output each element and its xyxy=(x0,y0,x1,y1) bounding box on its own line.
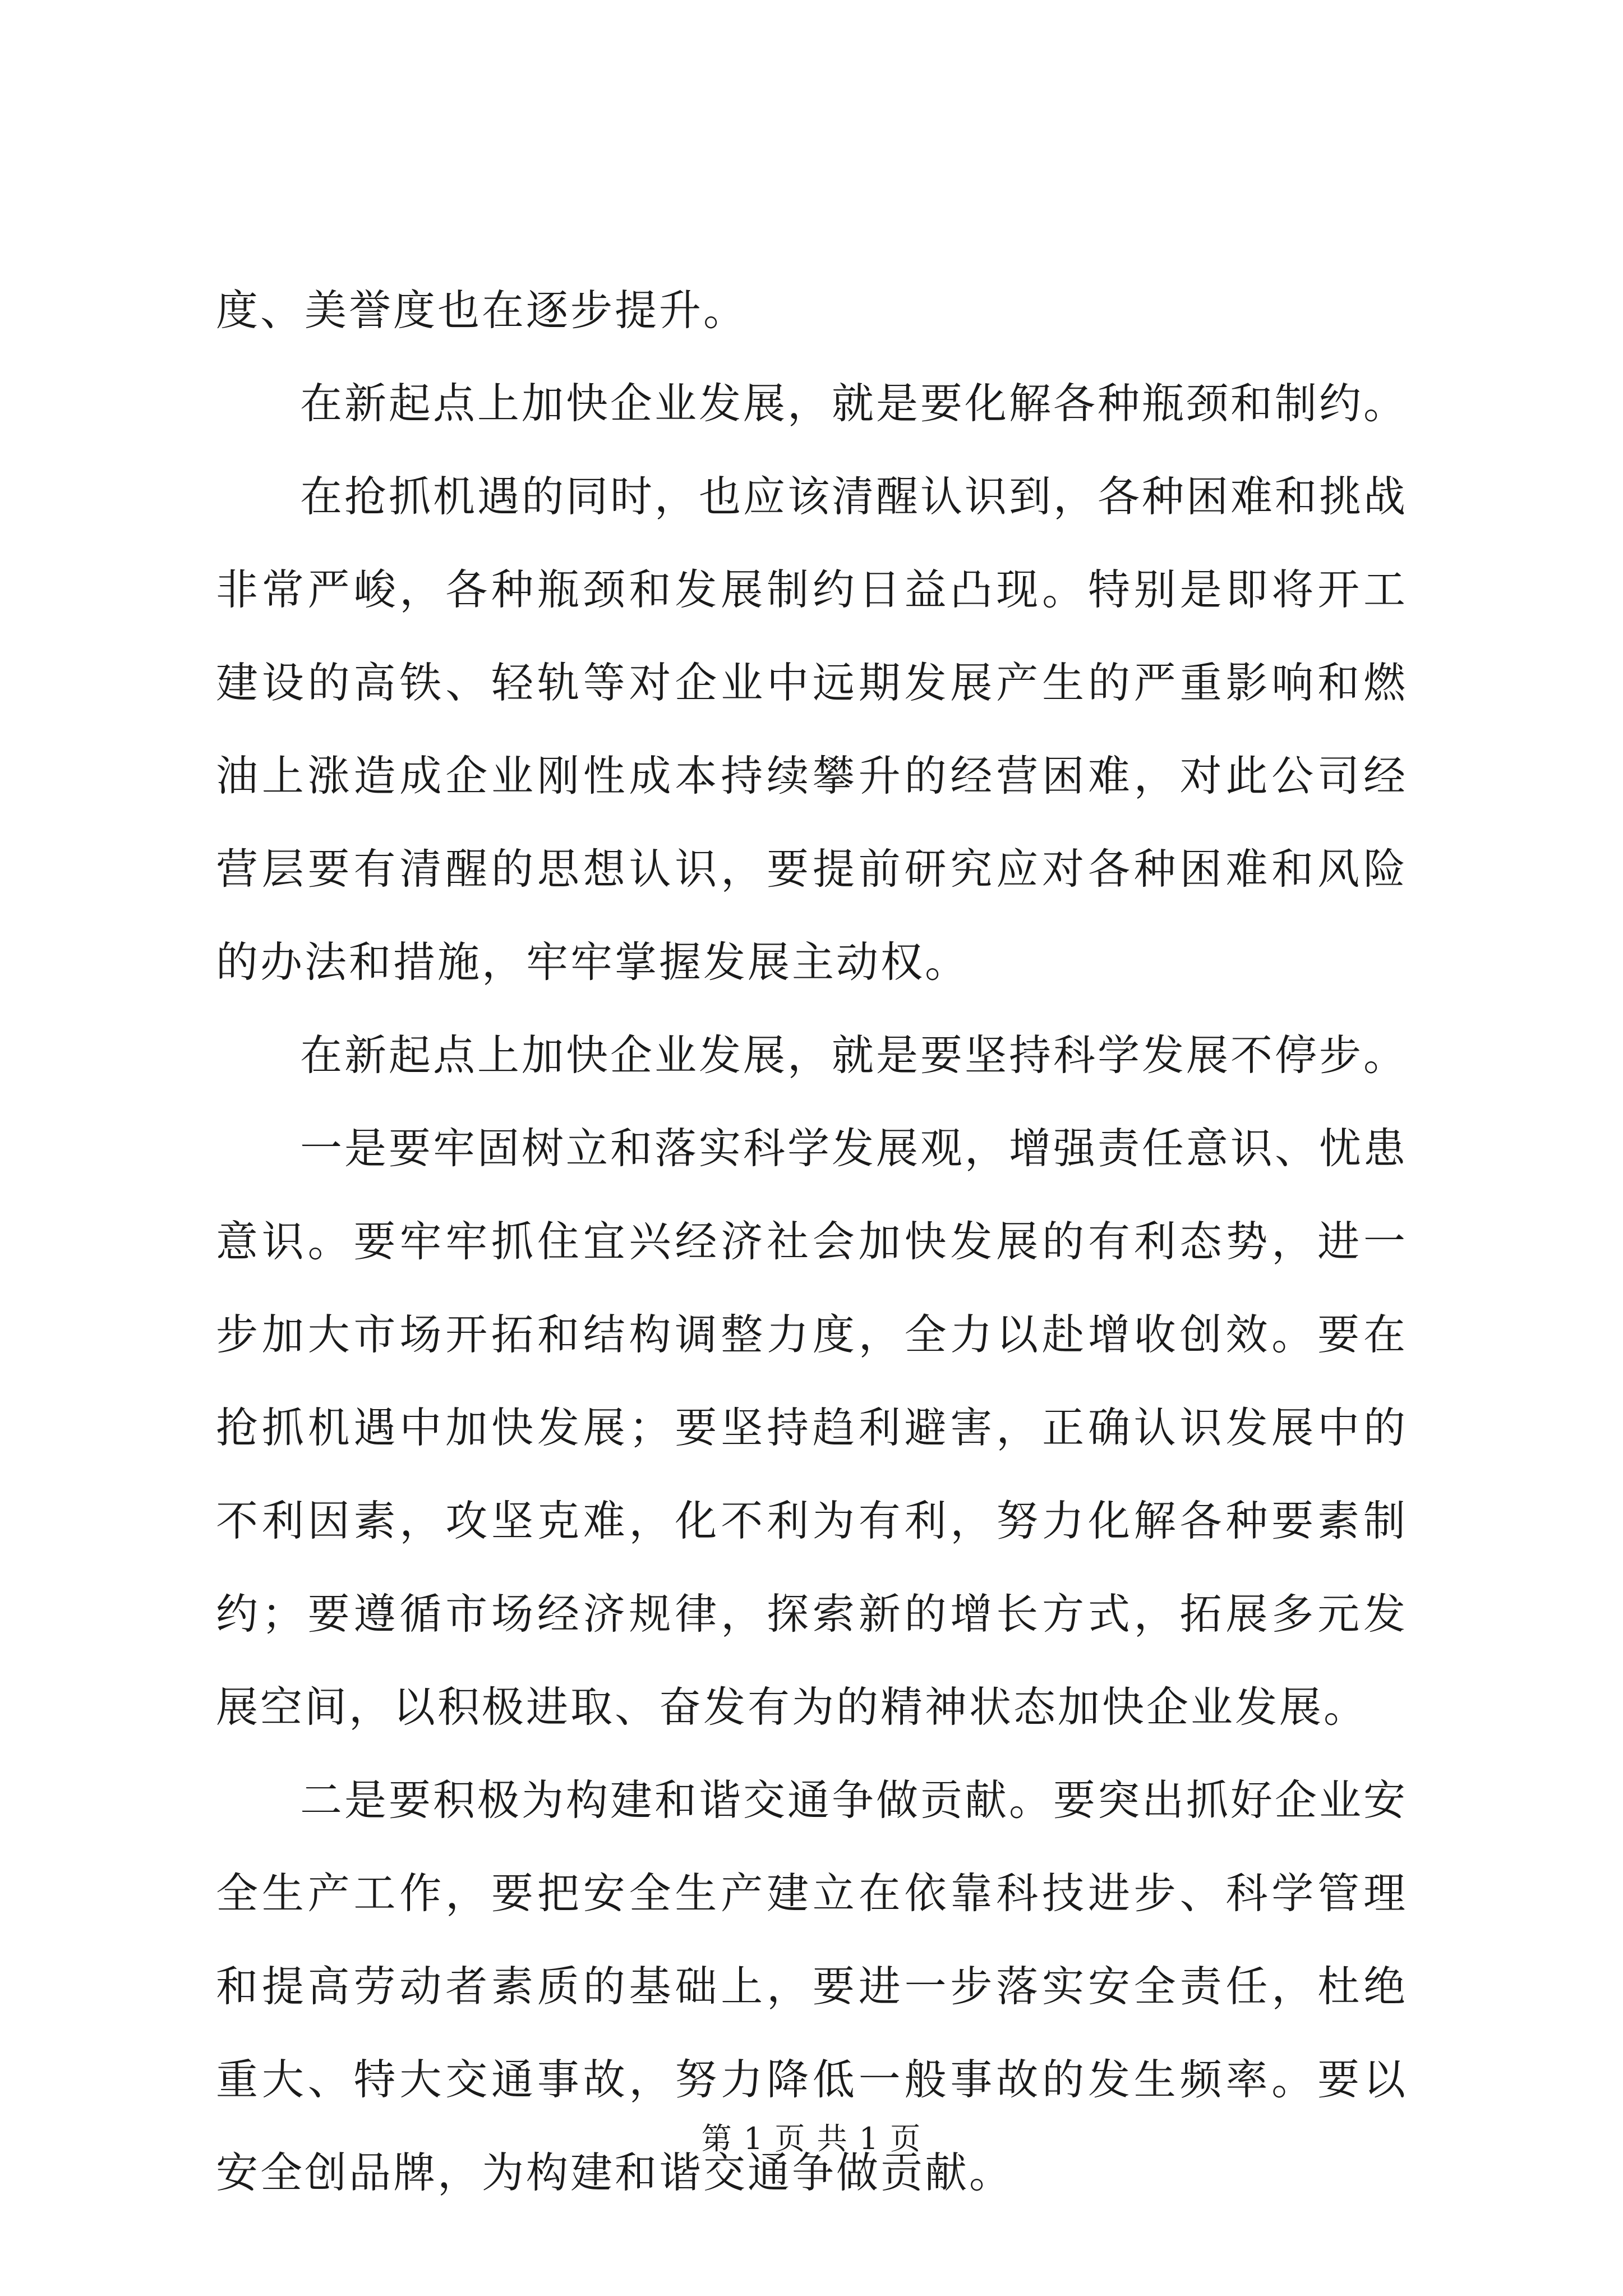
paragraph-2: 在新起点上加快企业发展，就是要化解各种瓶颈和制约。 xyxy=(300,379,1408,428)
paragraph-5: 一是要牢固树立和落实科学发展观，增强责任意识、忧患意识。要牢牢抓住宜兴经济社会加快发展的有利态势，进一步加大市场开拓和结构调整力度，全力以赴增收创效。要在抢抓机遇中加快发展；要坚持趋利避害，正确认识发展中的不利因素，攻坚克难，化不利为有利，努力化解各种要素制约；要遵循市场经济规律，探索新的增长方式，拓展多元发展空间，以积极进取、奋发有为的精神状态加快企业发展。 xyxy=(216,1124,1408,1732)
page-footer: 第 1 页 共 1 页 xyxy=(701,2121,922,2156)
paragraph-6: 二是要积极为构建和谐交通争做贡献。要突出抓好企业安全生产工作，要把安全生产建立在依靠科技进步、科学管理和提高劳动者素质的基础上，要进一步落实安全责任，杜绝重大、特大交通事故，努力降低一般事故的发生频率。要以安全创品牌，为构建和谐交通争做贡献。 xyxy=(216,1775,1408,2197)
paragraph-4: 在新起点上加快企业发展，就是要坚持科学发展不停步。 xyxy=(300,1030,1408,1080)
paragraph-1: 度、美誉度也在逐步提升。 xyxy=(216,286,748,335)
document-body xyxy=(216,264,1408,2219)
paragraph-3: 在抢抓机遇的同时，也应该清醒认识到，各种困难和挑战非常严峻，各种瓶颈和发展制约日益凸现。特别是即将开工建设的高铁、轻轨等对企业中远期发展产生的严重影响和燃油上涨造成企业刚性成本持续攀升的经营困难，对此公司经营层要有清醒的思想认识，要提前研究应对各种困难和风险的办法和措施，牢牢掌握发展主动权。 xyxy=(216,472,1408,987)
